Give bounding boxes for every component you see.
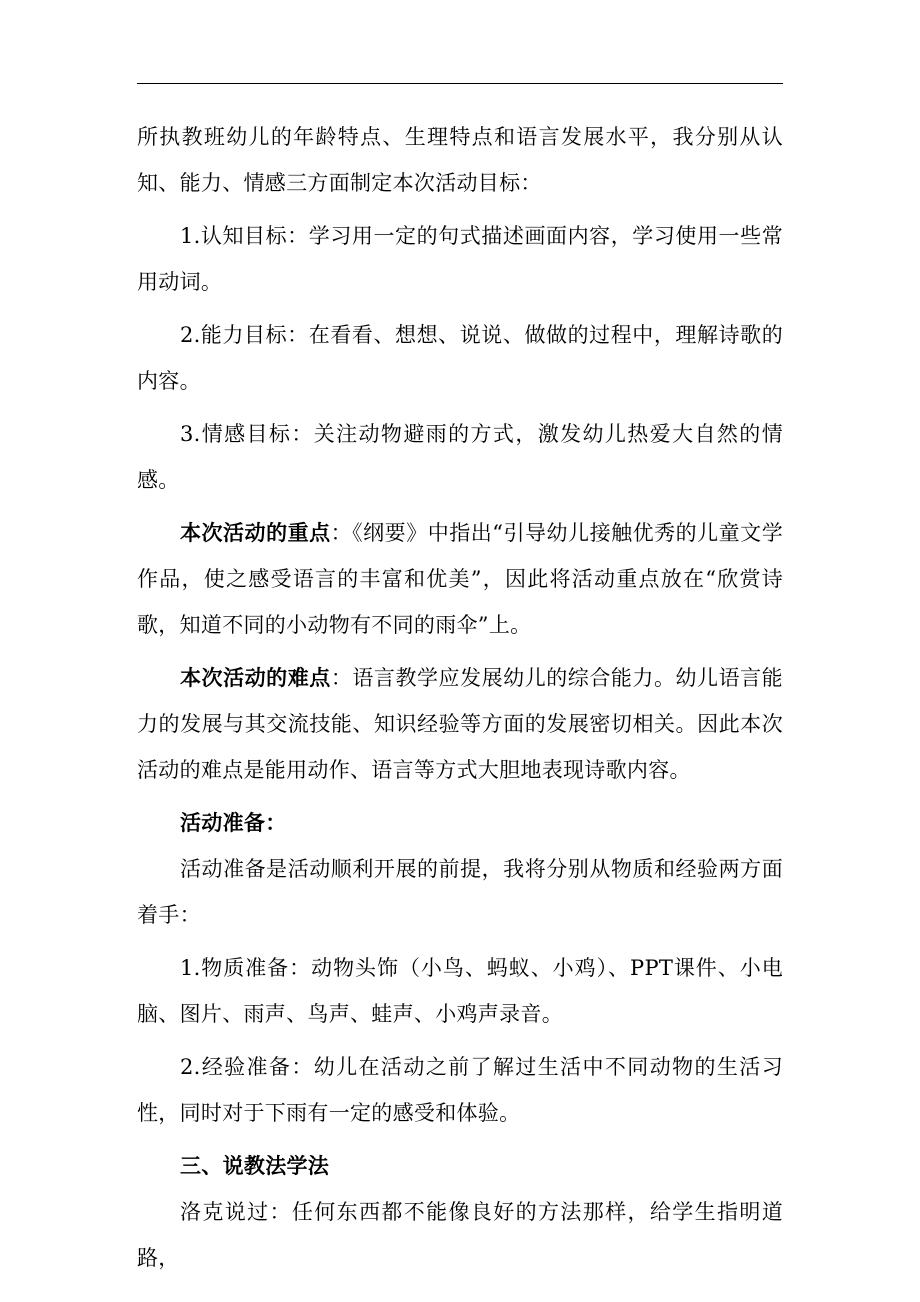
paragraph-preparation-intro: 活动准备是活动顺利开展的前提，我将分别从物质和经验两方面着手： bbox=[137, 857, 783, 927]
paragraph-goal-cognitive: 1.认知目标：学习用一定的句式描述画面内容，学习使用一些常用动词。 bbox=[137, 224, 783, 294]
document-body bbox=[137, 114, 783, 1288]
difficulty-text: ：语言教学应发展幼儿的综合能力。幼儿语言能力的发展与其交流技能、知识经验等方面的发展密切相关。因此本次活动的难点是能用动作、语言等方式大胆地表现诗歌内容。 bbox=[137, 666, 783, 782]
paragraph-key-point bbox=[137, 510, 783, 648]
paragraph-difficulty bbox=[137, 655, 783, 793]
paragraph-preparation-experience: 2.经验准备：幼儿在活动之前了解过生活中不同动物的生活习性，同时对于下雨有一定的感受和体验。 bbox=[137, 1055, 783, 1125]
section-heading-methods: 三、说教法学法 bbox=[180, 1153, 330, 1178]
paragraph-goals-intro: 所执教班幼儿的年龄特点、生理特点和语言发展水平，我分别从认知、能力、情感三方面制定本次活动目标： bbox=[137, 125, 783, 195]
paragraph-goal-ability: 2.能力目标：在看看、想想、说说、做做的过程中，理解诗歌的内容。 bbox=[137, 323, 783, 393]
paragraph-goal-emotion: 3.情感目标：关注动物避雨的方式，激发幼儿热爱大自然的情感。 bbox=[137, 422, 783, 492]
difficulty-label: 本次活动的难点 bbox=[180, 665, 331, 690]
preparation-heading: 活动准备： bbox=[180, 810, 287, 835]
key-point-label: 本次活动的重点 bbox=[180, 520, 331, 545]
header-rule bbox=[137, 83, 783, 84]
paragraph-preparation-material: 1.物质准备：动物头饰（小鸟、蚂蚁、小鸡）、PPT课件、小电脑、图片、雨声、鸟声、蛙声、小鸡声录音。 bbox=[137, 956, 783, 1026]
paragraph-locke-quote: 洛克说过：任何东西都不能像良好的方法那样，给学生指明道路， bbox=[137, 1200, 783, 1270]
key-point-text: ：《纲要》中指出“引导幼儿接触优秀的儿童文学作品，使之感受语言的丰富和优美”，因此将活动重点放在“欣赏诗歌，知道不同的小动物有不同的雨伞”上。 bbox=[137, 521, 783, 637]
